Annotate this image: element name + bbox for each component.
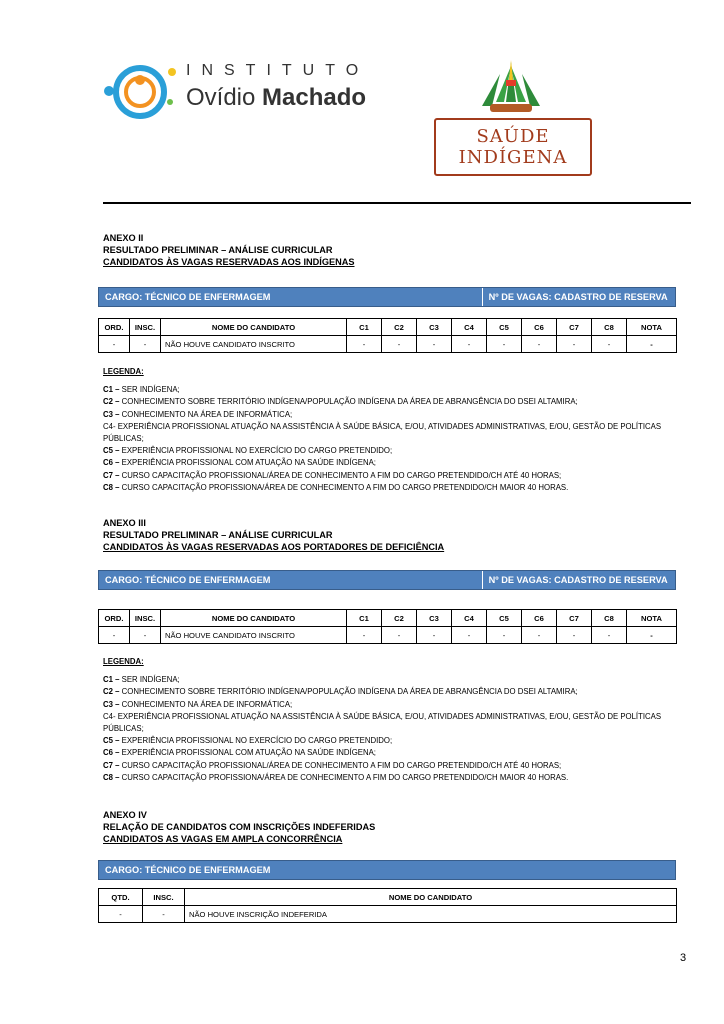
col-c5: C5	[487, 610, 522, 627]
col-qtd: QTD.	[99, 889, 143, 906]
col-nome: NOME DO CANDIDATO	[185, 889, 677, 906]
anexo4-title: ANEXO IV	[103, 810, 147, 820]
legend-item-c2: C2 – CONHECIMENTO SOBRE TERRITÓRIO INDÍGENA/POPULAÇÃO INDÍGENA DA ÁREA DE ABRANGÊNCIA DO DSEI ALTAMIRA;	[103, 687, 578, 697]
col-c2: C2	[382, 319, 417, 336]
col-c3: C3	[417, 319, 452, 336]
legend-title: LEGENDA:	[103, 367, 144, 376]
cell-nome: NÃO HOUVE CANDIDATO INSCRITO	[161, 336, 347, 353]
header-rule	[103, 202, 691, 204]
col-c8: C8	[592, 610, 627, 627]
cell-c5: -	[487, 627, 522, 644]
cell-c1: -	[347, 336, 382, 353]
legend-item-c7: C7 – CURSO CAPACITAÇÃO PROFISSIONAL/ÁREA DE CONHECIMENTO A FIM DO CARGO PRETENDIDO/CH ATÉ 40 HORAS;	[103, 760, 562, 770]
legend-item-c6: C6 – EXPERIÊNCIA PROFISSIONAL COM ATUAÇÃO NA SAÚDE INDÍGENA;	[103, 458, 376, 468]
anexo4-subtitle: RELAÇÃO DE CANDIDATOS COM INSCRIÇÕES INDEFERIDAS	[103, 822, 376, 832]
legend-item-c5: C5 – EXPERIÊNCIA PROFISSIONAL NO EXERCÍCIO DO CARGO PRETENDIDO;	[103, 446, 393, 456]
col-c4: C4	[452, 319, 487, 336]
anexo2-subtitle: RESULTADO PRELIMINAR – ANÁLISE CURRICULAR	[103, 245, 333, 255]
col-c7: C7	[557, 319, 592, 336]
anexo4-cargo-label: CARGO: TÉCNICO DE ENFERMAGEM	[105, 865, 271, 875]
anexo3-cargo-bar	[98, 570, 676, 590]
anexo3-cargo-label: CARGO: TÉCNICO DE ENFERMAGEM	[105, 575, 271, 585]
col-nota: NOTA	[627, 319, 677, 336]
cell-insc: -	[130, 336, 161, 353]
col-insc: INSC.	[143, 889, 185, 906]
anexo2-category: CANDIDATOS ÀS VAGAS RESERVADAS AOS INDÍGENAS	[103, 257, 355, 267]
page-number: 3	[680, 952, 687, 964]
feather-crown-icon	[430, 60, 592, 122]
cell-c3: -	[417, 627, 452, 644]
col-c3: C3	[417, 610, 452, 627]
anexo2-title: ANEXO II	[103, 233, 144, 243]
legend-item-c6: C6 – EXPERIÊNCIA PROFISSIONAL COM ATUAÇÃO NA SAÚDE INDÍGENA;	[103, 748, 376, 758]
cell-insc: -	[143, 906, 185, 923]
anexo4-heading	[103, 809, 375, 845]
table-header-row	[99, 319, 677, 336]
cell-c2: -	[382, 627, 417, 644]
table-header-row	[99, 610, 677, 627]
cell-insc: -	[130, 627, 161, 644]
table-row	[99, 336, 677, 353]
anexo2-cargo-label: CARGO: TÉCNICO DE ENFERMAGEM	[105, 292, 271, 302]
cell-c4: -	[452, 627, 487, 644]
cell-ord: -	[99, 336, 130, 353]
anexo3-legend	[103, 656, 693, 784]
col-ord: ORD.	[99, 610, 130, 627]
legend-item-c1: C1 – SER INDÍGENA;	[103, 675, 180, 685]
instituto-word: INSTITUTO	[186, 62, 370, 79]
saude-indigena-logo	[430, 60, 592, 168]
legend-item-c8: C8 – CURSO CAPACITAÇÃO PROFISSIONA/ÁREA DE CONHECIMENTO A FIM DO CARGO PRETENDIDO/CH MAIOR 40 HORAS.	[103, 772, 569, 782]
col-c6: C6	[522, 610, 557, 627]
cell-c1: -	[347, 627, 382, 644]
col-insc: INSC.	[130, 610, 161, 627]
legend-item-c2: C2 – CONHECIMENTO SOBRE TERRITÓRIO INDÍGENA/POPULAÇÃO INDÍGENA DA ÁREA DE ABRANGÊNCIA DO DSEI ALTAMIRA;	[103, 397, 578, 407]
cell-qtd: -	[99, 906, 143, 923]
legend-title: LEGENDA:	[103, 657, 144, 666]
cell-nome: NÃO HOUVE INSCRIÇÃO INDEFERIDA	[185, 906, 677, 923]
anexo2-vagas-label: Nº DE VAGAS: CADASTRO DE RESERVA	[482, 288, 675, 306]
table-row	[99, 627, 677, 644]
anexo3-heading	[103, 517, 444, 553]
col-nota: NOTA	[627, 610, 677, 627]
anexo2-legend	[103, 366, 693, 494]
cell-c4: -	[452, 336, 487, 353]
col-ord: ORD.	[99, 319, 130, 336]
anexo2-heading	[103, 232, 355, 268]
col-insc: INSC.	[130, 319, 161, 336]
cell-c3: -	[417, 336, 452, 353]
table-row	[99, 906, 677, 923]
instituto-emblem-icon	[100, 58, 184, 122]
legend-item-c4: C4- EXPERIÊNCIA PROFISSIONAL ATUAÇÃO NA ASSISTÊNCIA À SAÚDE BÁSICA, E/OU, ATIVIDADES ADMINISTRATIVAS, E/OU, GESTÃO DE POLÍTICAS PÚBLICAS;	[103, 421, 662, 444]
col-c5: C5	[487, 319, 522, 336]
cell-nota: -	[627, 627, 677, 644]
cell-c2: -	[382, 336, 417, 353]
anexo4-category: CANDIDATOS AS VAGAS EM AMPLA CONCORRÊNCIA	[103, 834, 343, 844]
legend-item-c4: C4- EXPERIÊNCIA PROFISSIONAL ATUAÇÃO NA ASSISTÊNCIA À SAÚDE BÁSICA, E/OU, ATIVIDADES ADMINISTRATIVAS, E/OU, GESTÃO DE POLÍTICAS PÚBLICAS;	[103, 711, 662, 734]
col-c4: C4	[452, 610, 487, 627]
cell-c6: -	[522, 336, 557, 353]
instituto-ovidio-machado-logo	[100, 58, 370, 122]
anexo2-results-table	[98, 318, 677, 353]
legend-item-c5: C5 – EXPERIÊNCIA PROFISSIONAL NO EXERCÍCIO DO CARGO PRETENDIDO;	[103, 736, 393, 746]
instituto-name: Ovídio Machado	[186, 84, 367, 111]
anexo3-title: ANEXO III	[103, 518, 146, 528]
col-c1: C1	[347, 610, 382, 627]
col-c8: C8	[592, 319, 627, 336]
col-c1: C1	[347, 319, 382, 336]
table-header-row	[99, 889, 677, 906]
cell-c8: -	[592, 336, 627, 353]
cell-c6: -	[522, 627, 557, 644]
col-c7: C7	[557, 610, 592, 627]
col-c2: C2	[382, 610, 417, 627]
col-nome: NOME DO CANDIDATO	[161, 610, 347, 627]
cell-nota: -	[627, 336, 677, 353]
legend-item-c7: C7 – CURSO CAPACITAÇÃO PROFISSIONAL/ÁREA DE CONHECIMENTO A FIM DO CARGO PRETENDIDO/CH ATÉ 40 HORAS;	[103, 470, 562, 480]
anexo4-cargo-bar	[98, 860, 676, 880]
cell-c7: -	[557, 627, 592, 644]
anexo3-results-table	[98, 609, 677, 644]
col-nome: NOME DO CANDIDATO	[161, 319, 347, 336]
legend-item-c3: C3 – CONHECIMENTO NA ÁREA DE INFORMÁTICA;	[103, 699, 293, 709]
anexo3-vagas-label: Nº DE VAGAS: CADASTRO DE RESERVA	[482, 571, 675, 589]
cell-nome: NÃO HOUVE CANDIDATO INSCRITO	[161, 627, 347, 644]
cell-ord: -	[99, 627, 130, 644]
legend-item-c8: C8 – CURSO CAPACITAÇÃO PROFISSIONA/ÁREA DE CONHECIMENTO A FIM DO CARGO PRETENDIDO/CH MAIOR 40 HORAS.	[103, 482, 569, 492]
saude-indigena-text: SAÚDE INDÍGENA	[434, 118, 592, 176]
col-c6: C6	[522, 319, 557, 336]
cell-c7: -	[557, 336, 592, 353]
legend-item-c3: C3 – CONHECIMENTO NA ÁREA DE INFORMÁTICA;	[103, 409, 293, 419]
legend-item-c1: C1 – SER INDÍGENA;	[103, 385, 180, 395]
anexo4-indeferidas-table	[98, 888, 677, 923]
anexo3-subtitle: RESULTADO PRELIMINAR – ANÁLISE CURRICULAR	[103, 530, 333, 540]
anexo2-cargo-bar	[98, 287, 676, 307]
cell-c8: -	[592, 627, 627, 644]
anexo3-category: CANDIDATOS ÀS VAGAS RESERVADAS AOS PORTADORES DE DEFICIÊNCIA	[103, 542, 445, 552]
cell-c5: -	[487, 336, 522, 353]
